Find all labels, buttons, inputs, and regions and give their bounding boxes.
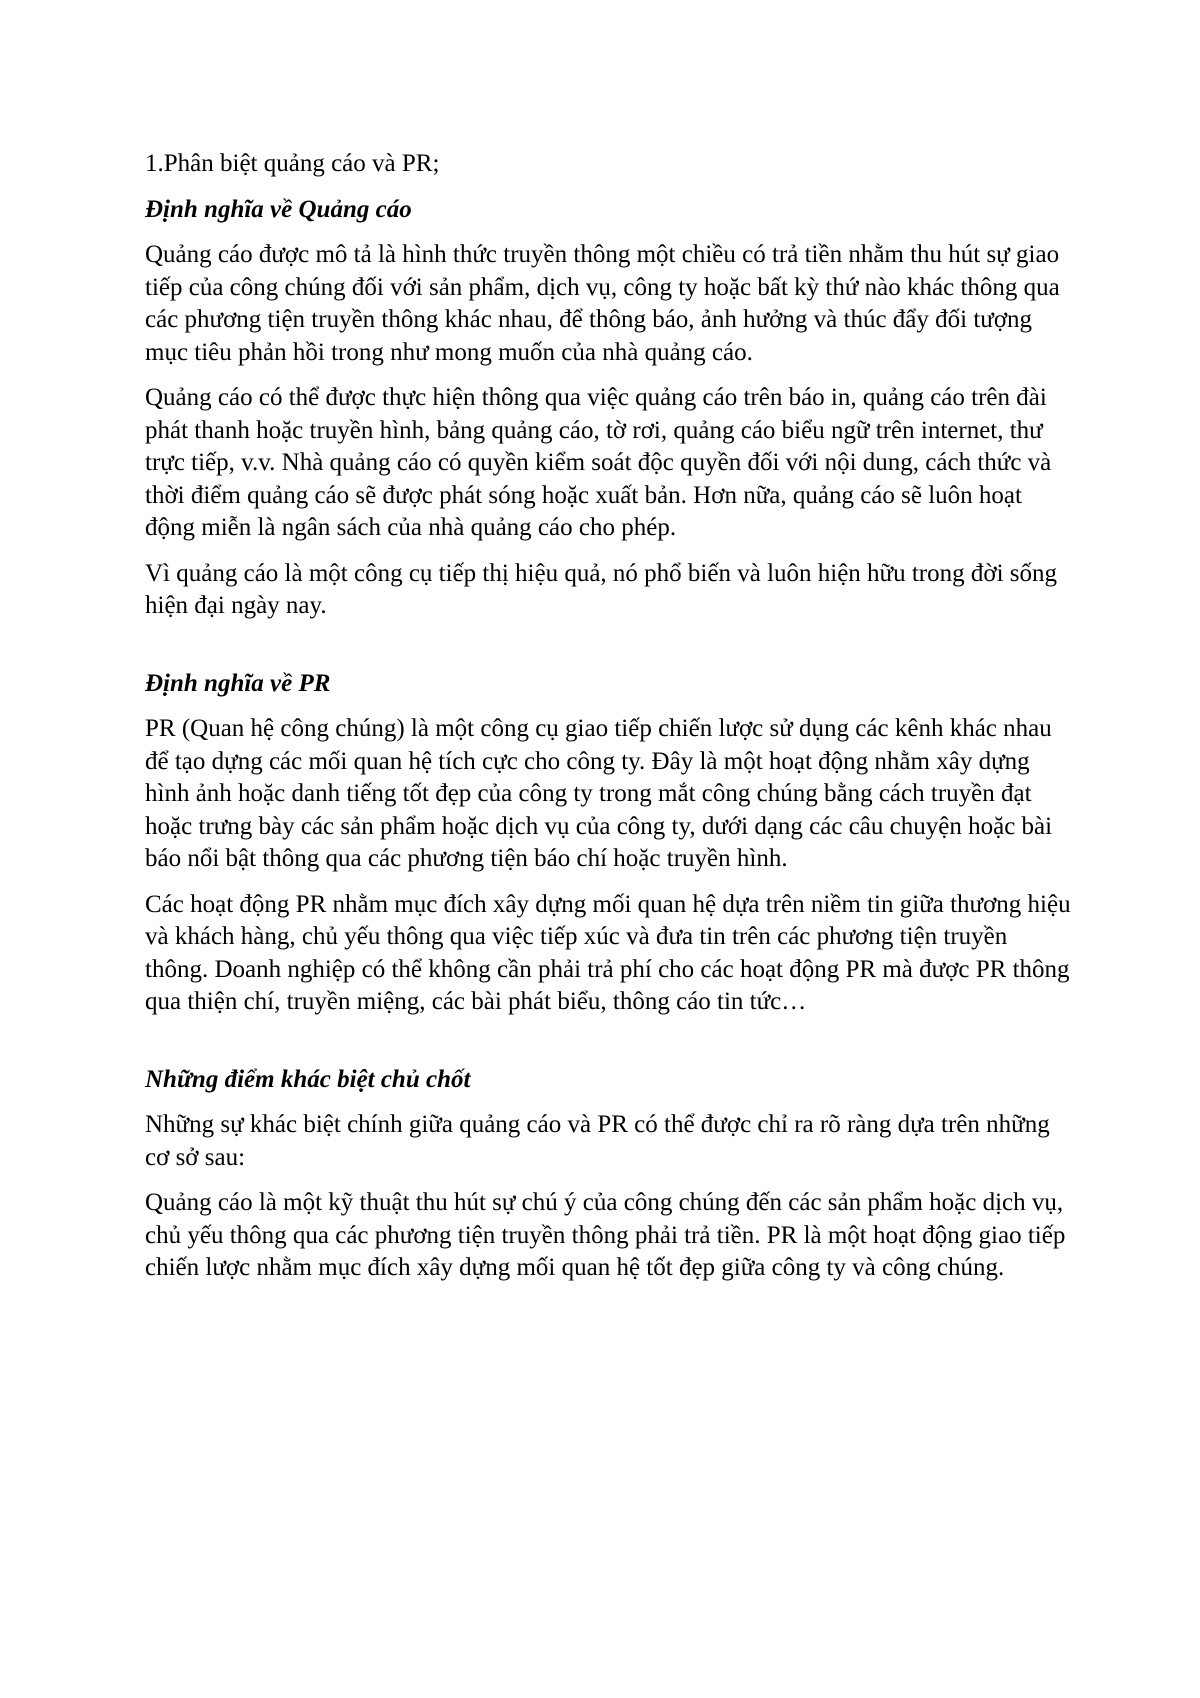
paragraph: Vì quảng cáo là một công cụ tiếp thị hiệu quả, nó phổ biến và luôn hiện hữu trong đời sống hiện đại ngày nay. [145, 559, 1058, 619]
paragraph: Các hoạt động PR nhằm mục đích xây dựng mối quan hệ dựa trên niềm tin giữa thương hiệu và khách hàng, chủ yếu thông qua việc tiếp xúc và đưa tin trên các phương tiện truyền thông. Doanh nghiệp có thể không cần phải trả phí cho các hoạt động PR mà được PR thông qua thiện chí, truyền miệng, các bài phát biểu, thông cáo tin tức… [145, 890, 1071, 1015]
section-spacer [145, 636, 1075, 668]
paragraph: PR (Quan hệ công chúng) là một công cụ giao tiếp chiến lược sử dụng các kênh khác nhau để tạo dựng các mối quan hệ tích cực cho công ty. Đây là một hoạt động nhằm xây dựng hình ảnh hoặc danh tiếng tốt đẹp của công ty trong mắt công chúng bằng cách truyền đạt hoặc trưng bày các sản phẩm hoặc dịch vụ của công ty, dưới dạng các câu chuyện hoặc bài báo nổi bật thông qua các phương tiện báo chí hoặc truyền hình. [145, 715, 1053, 872]
paragraph: Quảng cáo là một kỹ thuật thu hút sự chú ý của công chúng đến các sản phẩm hoặc dịch vụ, chủ yếu thông qua các phương tiện truyền thông phải trả tiền. PR là một hoạt động giao tiếp chiến lược nhằm mục đích xây dựng mối quan hệ tốt đẹp giữa công ty và công chúng. [145, 1189, 1066, 1281]
section-spacer [145, 1032, 1075, 1064]
paragraph: Quảng cáo có thể được thực hiện thông qua việc quảng cáo trên báo in, quảng cáo trên đài phát thanh hoặc truyền hình, bảng quảng cáo, tờ rơi, quảng cáo biểu ngữ trên internet, thư trực tiếp, v.v. Nhà quảng cáo có quyền kiểm soát độc quyền đối với nội dung, cách thức và thời điểm quảng cáo sẽ được phát sóng hoặc xuất bản. Hơn nữa, quảng cáo sẽ luôn hoạt động miễn là ngân sách của nhà quảng cáo cho phép. [145, 384, 1052, 541]
document-title-line: 1.Phân biệt quảng cáo và PR; [145, 150, 440, 177]
section-heading-pr: Định nghĩa về PR [145, 669, 331, 697]
section-heading-advertising: Định nghĩa về Quảng cáo [145, 195, 412, 223]
paragraph: Những sự khác biệt chính giữa quảng cáo và PR có thể được chỉ ra rõ ràng dựa trên những cơ sở sau: [145, 1111, 1050, 1171]
paragraph: Quảng cáo được mô tả là hình thức truyền thông một chiều có trả tiền nhằm thu hút sự giao tiếp của công chúng đối với sản phẩm, dịch vụ, công ty hoặc bất kỳ thứ nào khác thông qua các phương tiện truyền thông khác nhau, để thông báo, ảnh hưởng và thúc đẩy đối tượng mục tiêu phản hồi trong như mong muốn của nhà quảng cáo. [145, 241, 1060, 366]
section-heading-key-differences: Những điểm khác biệt chủ chốt [145, 1065, 471, 1093]
document-body [145, 148, 1075, 1298]
